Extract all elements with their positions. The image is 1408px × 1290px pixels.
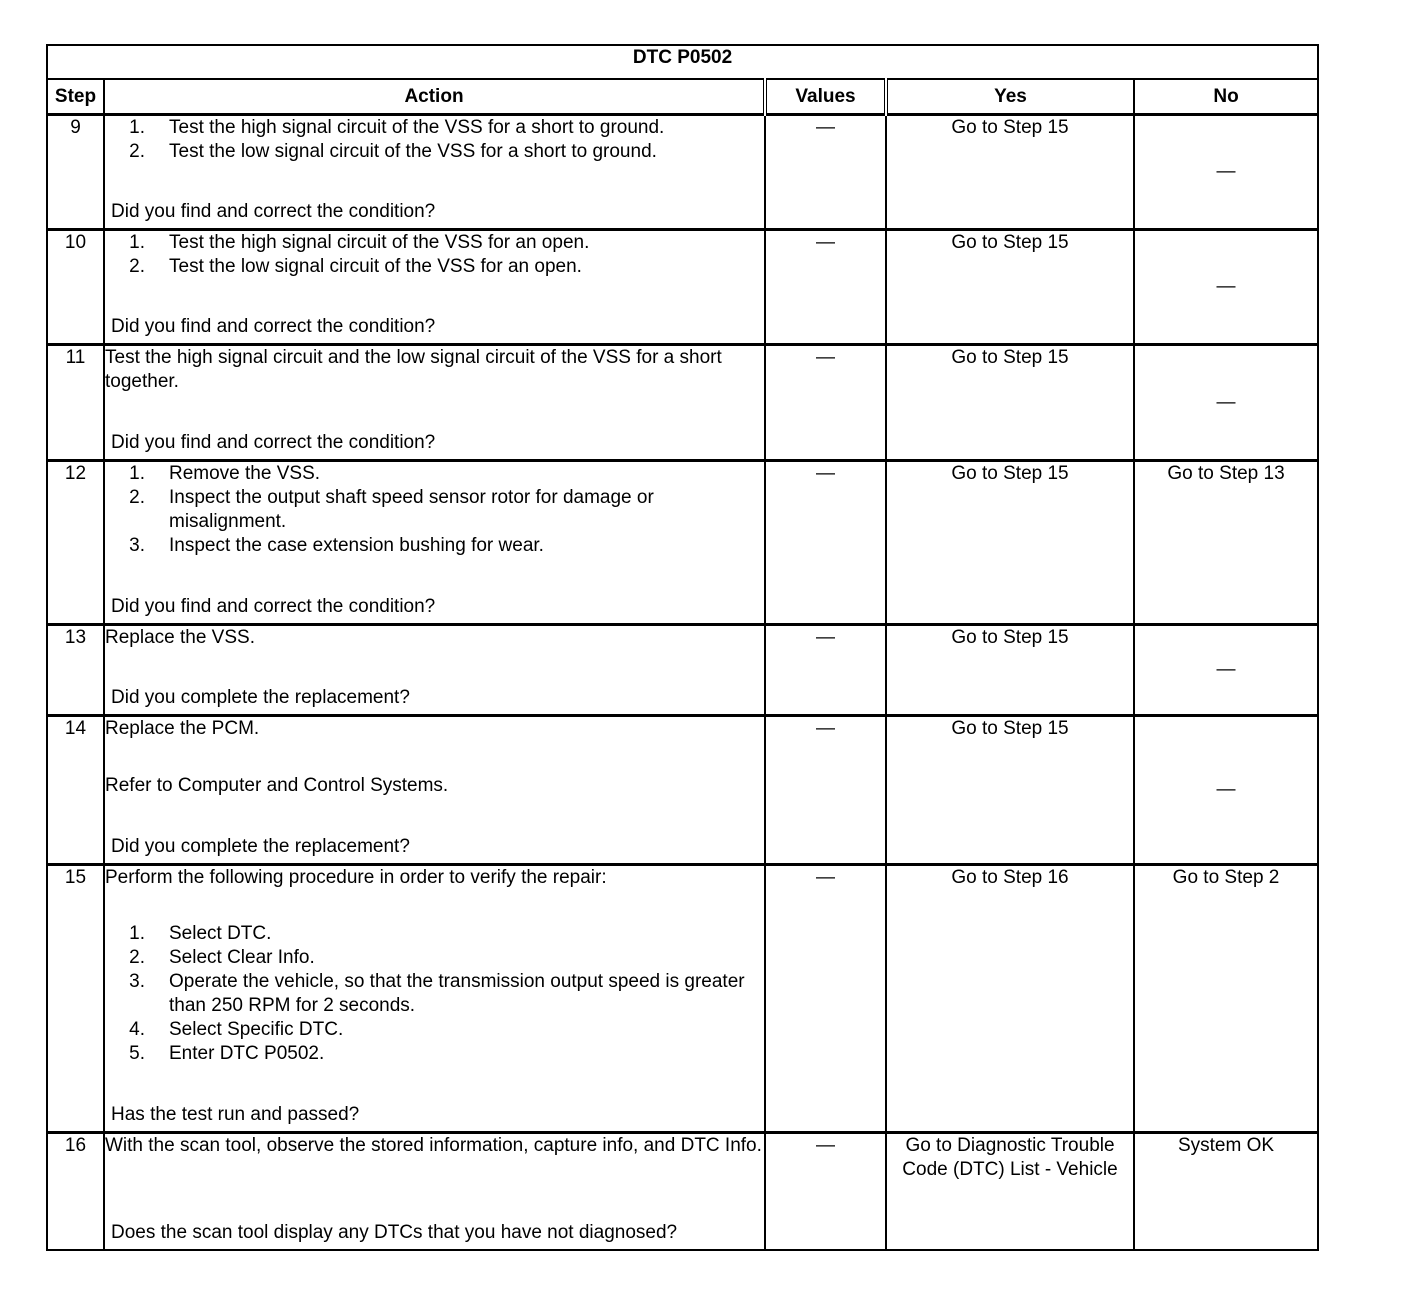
action-question: Did you find and correct the condition? [111,201,436,222]
no-cell: — [1134,625,1318,716]
no-cell: — [1134,230,1318,345]
action-question: Does the scan tool display any DTCs that you have not diagnosed? [111,1221,678,1243]
action-cell [104,230,765,345]
list-item: 2. Test the low signal circuit of the VSS for an open. [129,256,582,277]
action-note: Refer to Computer and Control Systems. [105,775,449,796]
step-number: 16 [47,1133,104,1250]
table-row [47,865,1318,1133]
action-cell [104,345,765,461]
action-question: Has the test run and passed? [111,1104,360,1125]
action-cell [104,865,765,1133]
yes-cell: Go to Step 15 [886,461,1134,625]
action-intro: With the scan tool, observe the stored information, capture info, and DTC Info. [105,1135,762,1156]
no-cell: — [1134,716,1318,865]
values-cell: — [765,1133,886,1250]
table-row [47,1133,1318,1250]
action-question: Did you complete the replacement? [111,836,410,857]
action-question: Did you find and correct the condition? [111,316,436,337]
list-item: 2. Inspect the output shaft speed sensor rotor for damage or misalignment. [129,487,654,532]
table-row [47,115,1318,230]
table-row [47,625,1318,716]
list-item: 1. Test the high signal circuit of the VSS for a short to ground. [129,117,665,138]
action-question: Did you complete the replacement? [111,687,410,708]
action-intro: Replace the VSS. [105,627,255,648]
list-item: 2. Test the low signal circuit of the VSS for a short to ground. [129,141,657,162]
step-number: 15 [47,865,104,1133]
no-cell: Go to Step 2 [1134,865,1318,1133]
action-cell [104,716,765,865]
action-steps [105,462,764,558]
table-row [47,345,1318,461]
col-step: Step [47,79,104,115]
values-cell: — [765,865,886,1133]
no-cell: — [1134,345,1318,461]
list-item: 1. Select DTC. [129,923,272,944]
yes-cell: Go to Step 16 [886,865,1134,1133]
action-steps [105,116,764,164]
values-cell: — [765,230,886,345]
action-steps [105,231,764,279]
yes-cell: Go to Diagnostic Trouble Code (DTC) List - Vehicle [886,1133,1134,1250]
col-no: No [1134,79,1318,115]
no-cell: Go to Step 13 [1134,461,1318,625]
action-intro: Test the high signal circuit and the low signal circuit of the VSS for a short together. [105,347,722,392]
list-item: 3. Inspect the case extension bushing for wear. [129,535,544,556]
values-cell: — [765,625,886,716]
yes-cell: Go to Step 15 [886,345,1134,461]
list-item: 3. Operate the vehicle, so that the transmission output speed is greater than 250 RPM for 2 seconds. [129,971,745,1016]
yes-cell: Go to Step 15 [886,625,1134,716]
action-question: Did you find and correct the condition? [111,432,436,453]
values-cell: — [765,461,886,625]
step-number: 10 [47,230,104,345]
step-number: 14 [47,716,104,865]
list-item: 1. Test the high signal circuit of the VSS for an open. [129,232,590,253]
list-item: 5. Enter DTC P0502. [129,1043,325,1064]
step-number: 9 [47,115,104,230]
values-cell: — [765,716,886,865]
step-number: 11 [47,345,104,461]
action-cell [104,461,765,625]
no-cell: System OK [1134,1133,1318,1250]
step-number: 12 [47,461,104,625]
list-item: 1. Remove the VSS. [129,463,321,484]
col-action: Action [104,79,765,115]
action-cell [104,1133,765,1250]
action-question: Did you find and correct the condition? [111,596,436,617]
no-cell: — [1134,115,1318,230]
list-item: 2. Select Clear Info. [129,947,315,968]
yes-cell: Go to Step 15 [886,716,1134,865]
yes-cell: Go to Step 15 [886,115,1134,230]
step-number: 13 [47,625,104,716]
table-row [47,461,1318,625]
action-cell [104,115,765,230]
action-steps [105,922,764,1066]
list-item: 4. Select Specific DTC. [129,1019,344,1040]
action-intro: Replace the PCM. [105,718,260,739]
action-intro: Perform the following procedure in order to verify the repair: [105,867,607,888]
dtc-table [46,44,1319,1251]
values-cell: — [765,345,886,461]
table-row [47,230,1318,345]
table-title: DTC P0502 [47,45,1318,79]
col-values: Values [765,79,886,115]
col-yes: Yes [886,79,1134,115]
action-cell [104,625,765,716]
yes-cell: Go to Step 15 [886,230,1134,345]
table-row [47,716,1318,865]
values-cell: — [765,115,886,230]
